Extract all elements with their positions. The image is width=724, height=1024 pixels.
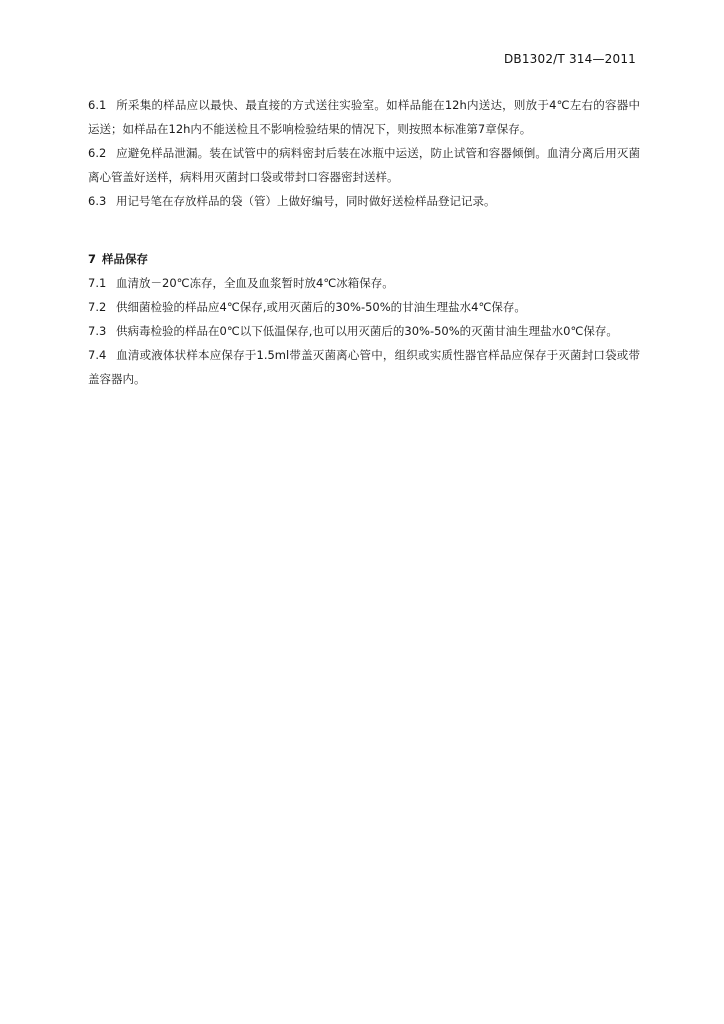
clause-text: 应避免样品泄漏。装在试管中的病料密封后装在冰瓶中运送，防止试管和容器倾倒。血清分离后用灭菌离心管盖好送样，病料用灭菌封口袋或带封口容器密封送样。: [88, 146, 640, 184]
section-number: 7: [88, 252, 97, 266]
clause-number: 7.4: [88, 348, 107, 362]
clause-number: 6.1: [88, 98, 107, 112]
section-spacer: [88, 213, 640, 247]
clause-text: 供病毒检验的样品在0℃以下低温保存,也可以用灭菌后的30%-50%的灭菌甘油生理盐水0℃保存。: [116, 324, 618, 338]
clause-text: 血清或液体状样本应保存于1.5ml带盖灭菌离心管中，组织或实质性器官样品应保存于灭菌封口袋或带盖容器内。: [88, 348, 640, 386]
document-code: DB1302/T 314—2011: [503, 52, 636, 66]
clause-7-2: [88, 295, 640, 319]
clause-number: 7.1: [88, 276, 107, 290]
clause-7-1: [88, 271, 640, 295]
clause-text: 所采集的样品应以最快、最直接的方式送往实验室。如样品能在12h内送达，则放于4℃左右的容器中运送；如样品在12h内不能送检且不影响检验结果的情况下，则按照本标准第7章保存。: [88, 98, 640, 136]
document-body: [88, 93, 640, 391]
clause-6-2: [88, 141, 640, 189]
section-7-heading: [88, 247, 640, 271]
clause-number: 7.3: [88, 324, 107, 338]
clause-7-4: [88, 343, 640, 391]
clause-7-3: [88, 319, 640, 343]
clause-number: 7.2: [88, 300, 107, 314]
clause-number: 6.3: [88, 194, 107, 208]
section-title: 样品保存: [102, 252, 149, 266]
clause-text: 用记号笔在存放样品的袋（管）上做好编号，同时做好送检样品登记记录。: [116, 194, 496, 208]
clause-text: 供细菌检验的样品应4℃保存,或用灭菌后的30%-50%的甘油生理盐水4℃保存。: [116, 300, 526, 314]
clause-number: 6.2: [88, 146, 107, 160]
clause-6-3: [88, 189, 640, 213]
clause-6-1: [88, 93, 640, 141]
clause-text: 血清放－20℃冻存，全血及血浆暂时放4℃冰箱保存。: [116, 276, 394, 290]
